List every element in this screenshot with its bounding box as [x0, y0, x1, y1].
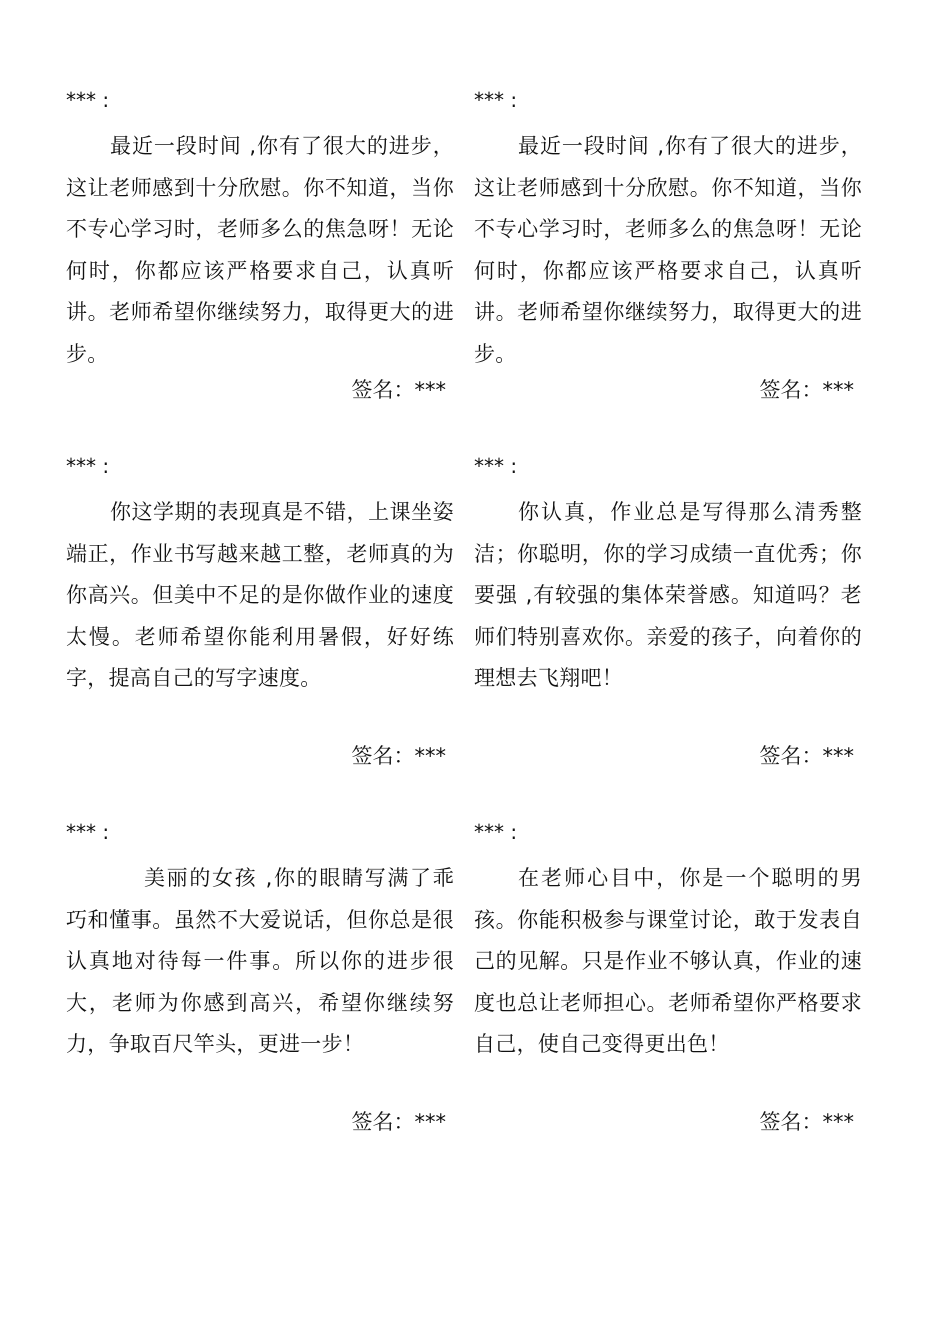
signature: 签名：***: [351, 1110, 446, 1134]
comment-body: 最近一段时间 ,你有了很大的进步，这让老师感到十分欣慰。你不知道，当你不专心学习时，老师多么的焦急呀！无论何时，你都应该严格要求自己，认真听讲。老师希望你继续努力，取得更大的进步。: [66, 134, 454, 366]
salutation: *** :: [66, 454, 110, 478]
signature: 签名：***: [351, 744, 446, 768]
comment-card-4: [474, 452, 862, 768]
comment-body: 在老师心目中，你是一个聪明的男孩。你能积极参与课堂讨论，敢于发表自己的见解。只是作业不够认真，作业的速度也总让老师担心。老师希望你严格要求自己，使自己变得更出色！: [474, 866, 862, 1056]
salutation: *** :: [66, 88, 110, 112]
salutation: *** :: [474, 820, 518, 844]
salutation: *** :: [474, 454, 518, 478]
comment-card-5: [66, 818, 454, 1134]
comment-body: 你认真，作业总是写得那么清秀整洁；你聪明，你的学习成绩一直优秀；你要强 ,有较强的集体荣誉感。知道吗？老师们特别喜欢你。亲爱的孩子，向着你的理想去飞翔吧！: [474, 500, 862, 690]
signature: 签名：***: [759, 378, 854, 402]
comment-body: 最近一段时间 ,你有了很大的进步，这让老师感到十分欣慰。你不知道，当你不专心学习时，老师多么的焦急呀！无论何时，你都应该严格要求自己，认真听讲。老师希望你继续努力，取得更大的进步。: [474, 134, 862, 366]
salutation: *** :: [474, 88, 518, 112]
salutation: *** :: [66, 820, 110, 844]
signature: 签名：***: [759, 744, 854, 768]
comment-body: 美丽的女孩 ,你的眼睛写满了乖巧和懂事。虽然不大爱说话，但你总是很认真地对待每一件事。所以你的进步很大，老师为你感到高兴，希望你继续努力，争取百尺竿头，更进一步！: [66, 866, 454, 1056]
signature: 签名：***: [351, 378, 446, 402]
comment-card-3: [66, 452, 454, 768]
comment-body: 你这学期的表现真是不错，上课坐姿端正，作业书写越来越工整，老师真的为你高兴。但美中不足的是你做作业的速度太慢。老师希望你能利用暑假，好好练字，提高自己的写字速度。: [66, 500, 454, 690]
comment-card-1: [66, 86, 454, 402]
comment-card-6: [474, 818, 862, 1134]
signature: 签名：***: [759, 1110, 854, 1134]
comment-card-2: [474, 86, 862, 402]
